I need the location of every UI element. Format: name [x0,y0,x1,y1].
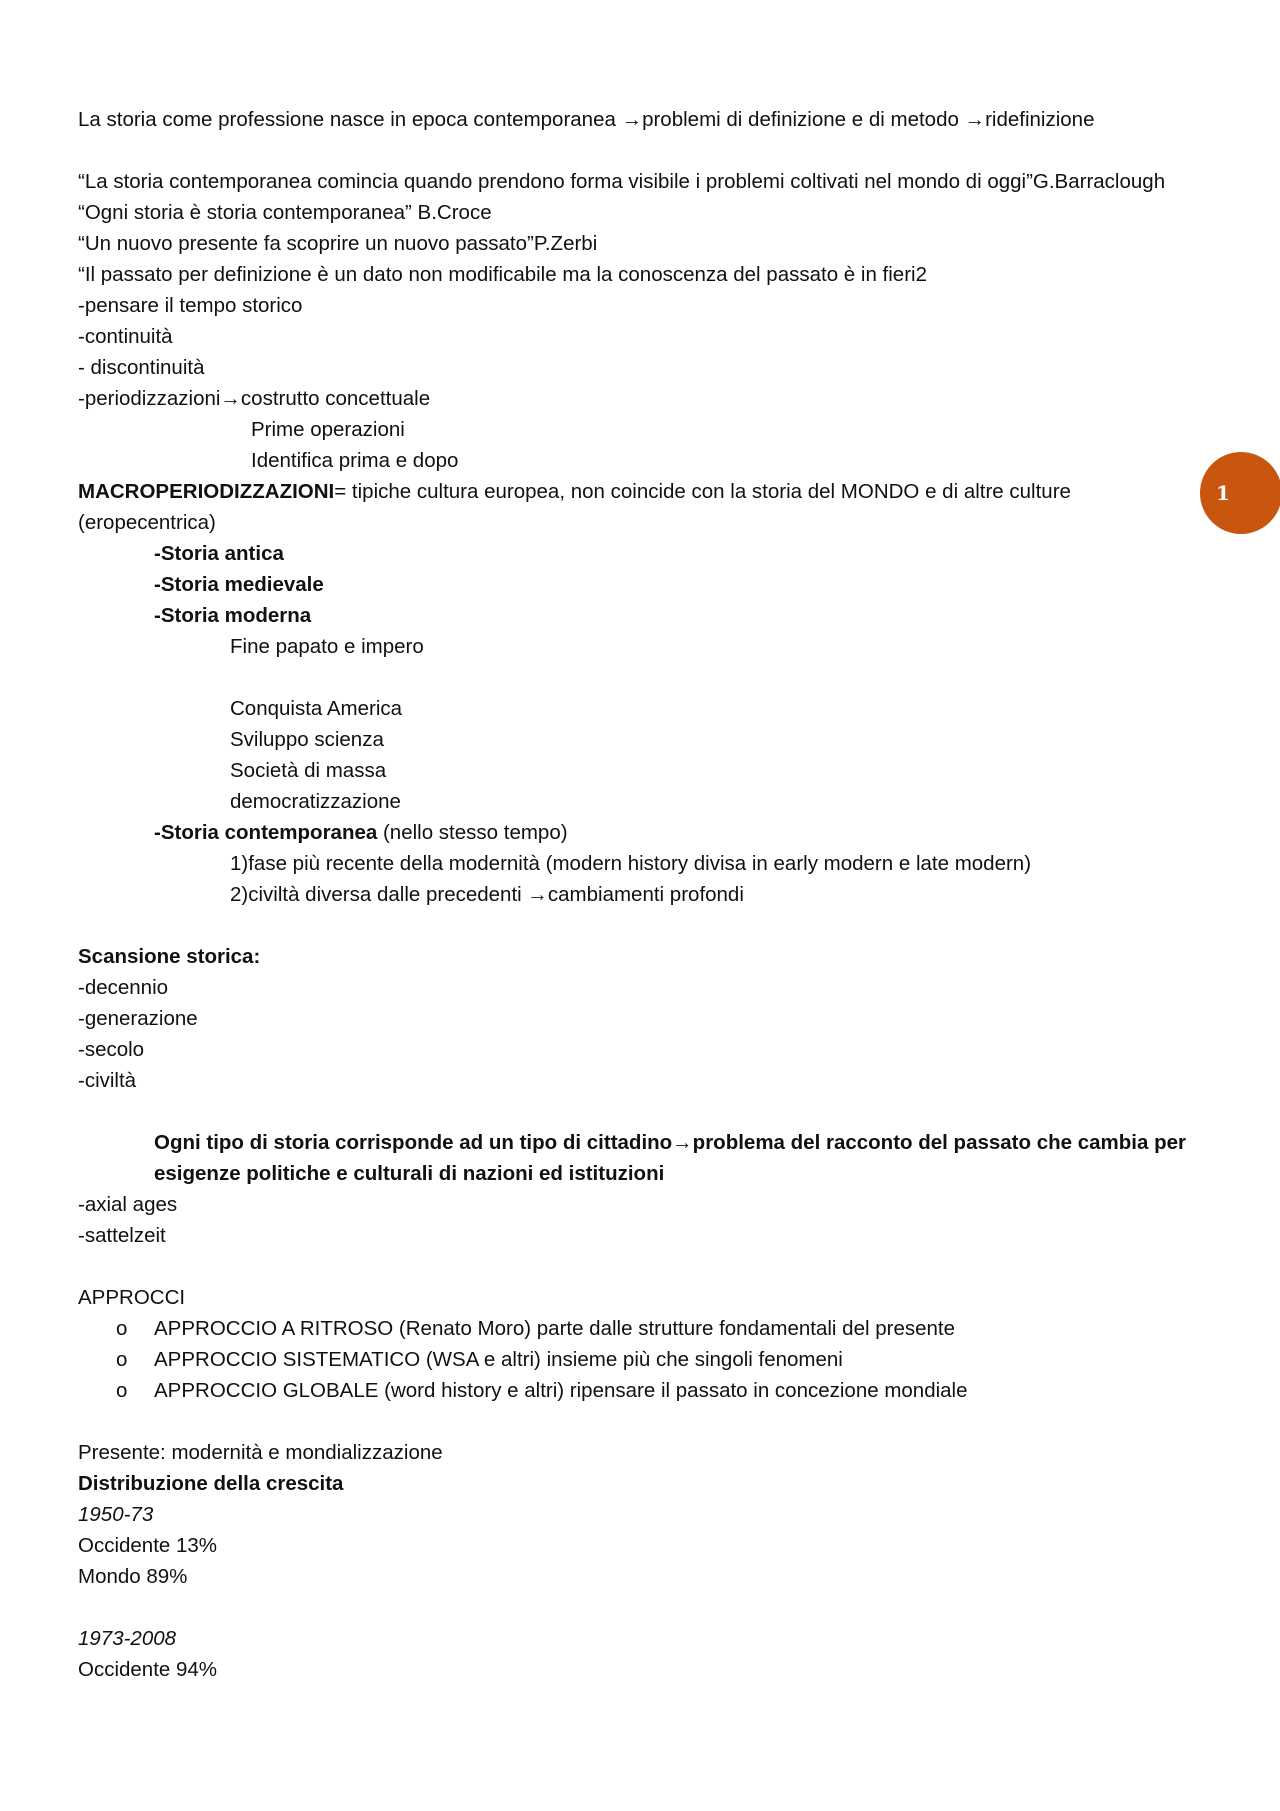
period-label: 1950-73 [78,1503,154,1526]
list-subitem: Identifica prima e dopo [251,449,459,472]
spacer [78,1592,1208,1623]
period-note: Conquista America [230,697,403,720]
spacer [78,662,1208,693]
quote-zerbi: “Un nuovo presente fa scoprire un nuovo passato”P.Zerbi [78,232,598,255]
spacer [78,1251,1208,1282]
spacer [78,1406,1208,1437]
document-body [78,104,1208,1685]
quote-barraclough: “La storia contemporanea comincia quando prendono forma visibile i problemi coltivati nel mondo di oggi”G.Barraclough [78,170,1166,193]
bullet-text: APPROCCIO SISTEMATICO (WSA e altri) insieme più che singoli fenomeni [154,1348,843,1371]
stat-line: Occidente 13% [78,1534,218,1557]
macroperiodizzazioni-term: MACROPERIODIZZAZIONI [78,480,335,503]
list-item: -axial ages [78,1193,178,1216]
section-heading-distribuzione: Distribuzione della crescita [78,1472,344,1495]
period-heading-note: (nello stesso tempo) [377,821,568,844]
presente-line: Presente: modernità e mondializzazione [78,1441,443,1464]
period-heading-contemporanea [78,817,1208,848]
bullet-circle-icon: o [116,1379,128,1402]
bullet-text: APPROCCIO A RITROSO (Renato Moro) parte dalle strutture fondamentali del presente [154,1317,955,1340]
list-item: - discontinuità [78,356,205,379]
bullet-text: APPROCCIO GLOBALE (word history e altri) ripensare il passato in concezione mondiale [154,1379,968,1402]
page-number-badge: 1 [1200,452,1280,534]
bullet-item [78,1313,1208,1344]
section-heading-approcci: APPROCCI [78,1286,186,1309]
spacer [78,910,1208,941]
quote-croce: “Ogni storia è storia contemporanea” B.Croce [78,201,492,224]
bullet-item [78,1344,1208,1375]
macroperiodizzazioni-definition: = tipiche cultura europea, non coincide con la storia del MONDO e di altre culture (eropecentrica) [78,480,1071,534]
list-item: -pensare il tempo storico [78,294,303,317]
period-label: 1973-2008 [78,1627,177,1650]
period-heading: -Storia antica [154,542,284,565]
list-item: -decennio [78,976,169,999]
section-heading-scansione: Scansione storica: [78,945,261,968]
macroperiodizzazioni-paragraph [78,476,1208,538]
spacer [78,1096,1208,1127]
bullet-circle-icon: o [116,1317,128,1340]
period-note: Società di massa [230,759,387,782]
quote-passato: “Il passato per definizione è un dato non modificabile ma la conoscenza del passato è in fieri2 [78,263,927,286]
period-note: 1)fase più recente della modernità (modern history divisa in early modern e late modern) [230,852,1032,875]
bullet-item [78,1375,1208,1406]
spacer [78,135,1208,166]
list-subitem: Prime operazioni [251,418,405,441]
intro-line: La storia come professione nasce in epoca contemporanea →problemi di definizione e di metodo →ridefinizione [78,108,1095,131]
bold-statement: Ogni tipo di storia corrisponde ad un tipo di cittadino→problema del racconto del passato che cambia per esigenze politiche e culturali di nazioni ed istituzioni [154,1131,1186,1185]
period-heading: -Storia medievale [154,573,324,596]
period-heading-term: -Storia contemporanea [154,821,378,844]
bullet-circle-icon: o [116,1348,128,1371]
stat-line: Mondo 89% [78,1565,188,1588]
period-heading: -Storia moderna [154,604,312,627]
period-note: democratizzazione [230,790,401,813]
list-item: -civiltà [78,1069,137,1092]
list-item: -generazione [78,1007,198,1030]
list-item: -secolo [78,1038,145,1061]
period-note: Fine papato e impero [230,635,424,658]
period-note: Sviluppo scienza [230,728,384,751]
stat-line: Occidente 94% [78,1658,218,1681]
period-note: 2)civiltà diversa dalle precedenti →cambiamenti profondi [230,883,744,906]
list-item: -sattelzeit [78,1224,166,1247]
list-item: -periodizzazioni→costrutto concettuale [78,387,431,410]
list-item: -continuità [78,325,173,348]
